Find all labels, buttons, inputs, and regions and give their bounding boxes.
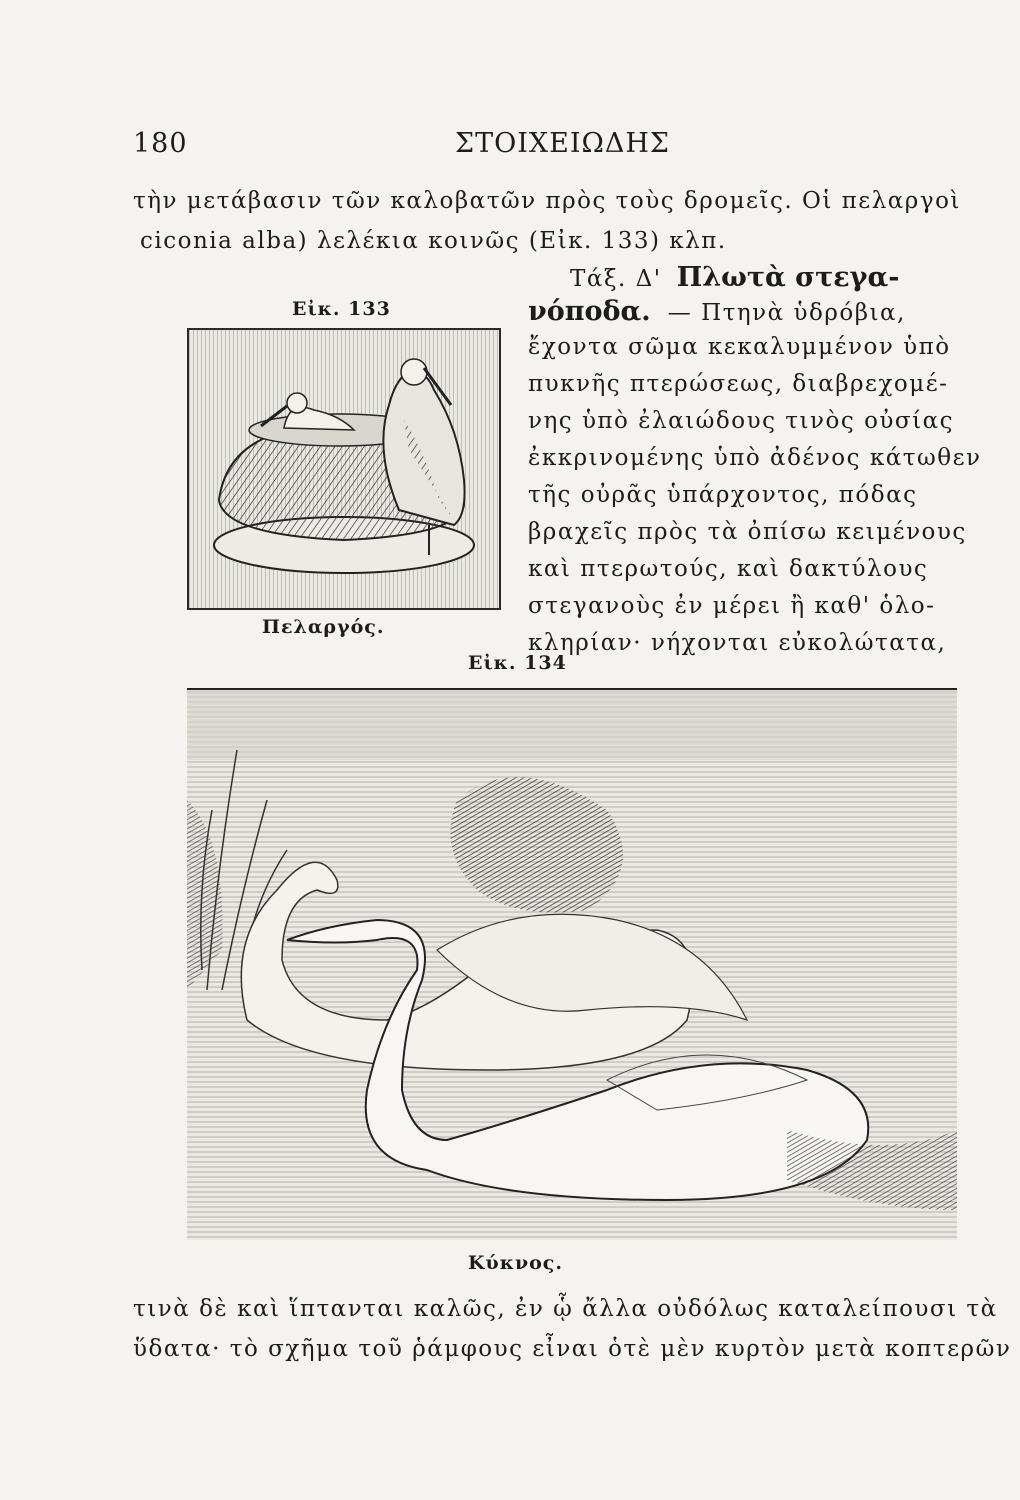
figure-134-label: Εἰκ. 134 xyxy=(468,652,567,674)
swan-drawing xyxy=(187,690,957,1240)
stork-drawing xyxy=(189,330,499,608)
figure-133-caption: Πελαργός. xyxy=(262,616,385,638)
page-number: 180 xyxy=(133,128,188,159)
closing-line: ὕδατα· τὸ σχῆμα τοῦ ῥάμφους εἶναι ὁτὲ μὲν κυρτὸν μετὰ κοπτερῶν xyxy=(133,1336,1012,1362)
body-line: τῆς οὐρᾶς ὑπάρχοντος, πόδας xyxy=(528,482,918,508)
section-order: Τάξ. Δ' xyxy=(570,266,662,292)
body-line: στεγανοὺς ἐν μέρει ἢ καθ' ὁλο- xyxy=(528,593,936,619)
body-line: ἔχοντα σῶμα κεκαλυμμένον ὑπὸ xyxy=(528,334,951,360)
closing-line: τινὰ δὲ καὶ ἵπτανται καλῶς, ἐν ᾧ ἄλλα οὐδόλως καταλείπουσι τὰ xyxy=(133,1296,998,1322)
body-line: κληρίαν· νήχονται εὐκολώτατα, xyxy=(528,630,947,656)
figure-133-label: Εἰκ. 133 xyxy=(292,298,391,320)
body-line: πυκνῆς πτερώσεως, διαβρεχομέ- xyxy=(528,371,949,397)
running-title: ΣΤΟΙΧΕΙΩΔΗΣ xyxy=(455,128,671,159)
section-heading xyxy=(570,262,899,293)
section-title-cont: νόποδα. xyxy=(528,296,651,327)
intro-line: ciconia alba) λελέκια κοινῶς (Εἰκ. 133) κλπ. xyxy=(140,228,727,254)
body-line: ἐκκρινομένης ὑπὸ ἀδένος κάτωθεν xyxy=(528,445,982,471)
section-heading-cont xyxy=(528,296,906,327)
swan-illustration xyxy=(187,688,957,1240)
section-title: Πλωτὰ στεγα- xyxy=(676,262,900,293)
body-line: βραχεῖς πρὸς τὰ ὀπίσω κειμένους xyxy=(528,519,967,545)
section-first-text: — Πτηνὰ ὑδρόβια, xyxy=(667,300,906,326)
figure-134-caption: Κύκνος. xyxy=(468,1252,563,1274)
intro-line: τὴν μετάβασιν τῶν καλοβατῶν πρὸς τοὺς δρομεῖς. Οἱ πελαργοὶ xyxy=(133,188,961,214)
body-line: νης ὑπὸ ἐλαιώδους τινὸς οὐσίας xyxy=(528,408,955,434)
stork-illustration xyxy=(187,328,501,610)
body-line: καὶ πτερωτούς, καὶ δακτύλους xyxy=(528,556,929,582)
